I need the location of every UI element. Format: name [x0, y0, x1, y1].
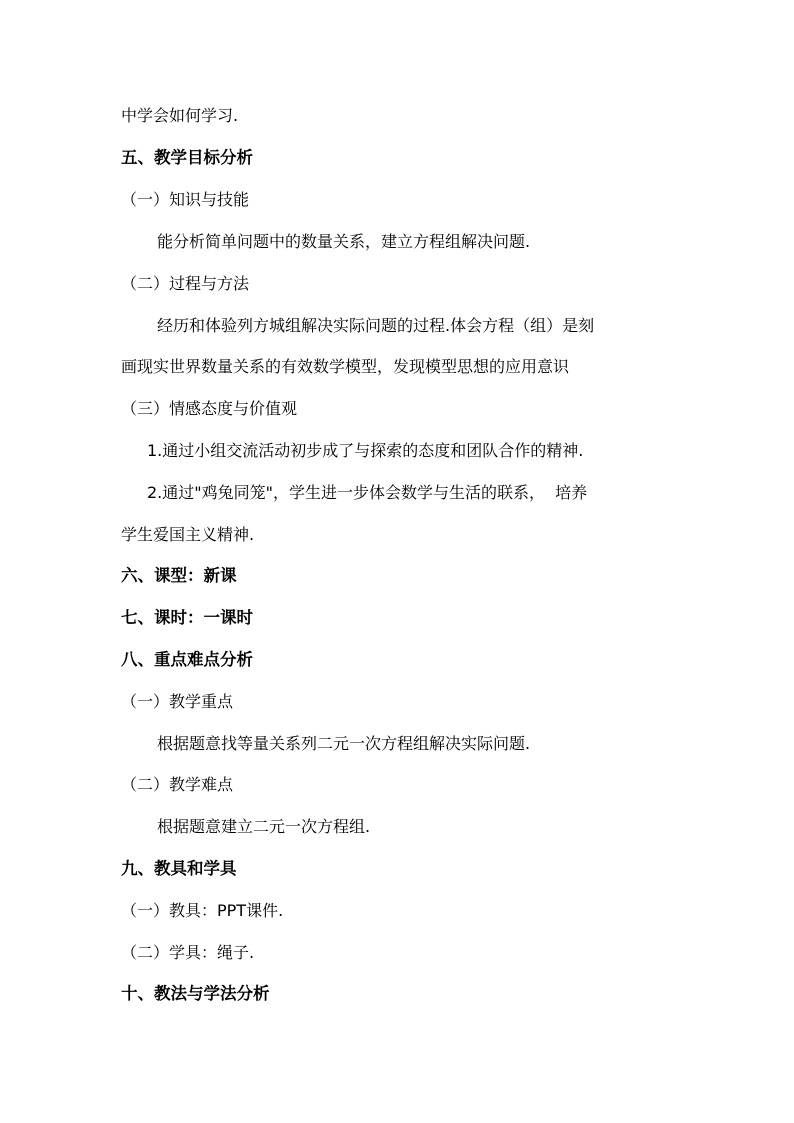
- subheading-emotion-attitude-values: （三）情感态度与价值观: [121, 399, 298, 418]
- subheading-difficult-points: （二）教学难点: [121, 775, 234, 794]
- paragraph-line: 经历和体验列方城组解决实际问题的过程.体会方程（组）是刻: [157, 316, 595, 335]
- section-heading-class-hours: 七、课时：一课时: [121, 608, 253, 627]
- subheading-knowledge-skills: （一）知识与技能: [121, 190, 250, 209]
- list-item-teaching-aid: （一）教具：PPT课件.: [121, 901, 284, 920]
- subheading-key-points: （一）教学重点: [121, 692, 234, 711]
- section-heading-teaching-aids: 九、教具和学具: [121, 859, 237, 878]
- numbered-item-1: 1.通过小组交流活动初步成了与探索的态度和团队合作的精神.: [147, 441, 584, 460]
- list-item-learning-aid: （二）学具：绳子.: [121, 943, 255, 962]
- paragraph-line: 学生爱国主义精神.: [121, 525, 255, 544]
- paragraph-line: 根据题意建立二元一次方程组.: [157, 817, 371, 836]
- section-heading-key-difficult-points: 八、重点难点分析: [121, 650, 253, 669]
- section-heading-teaching-objectives: 五、教学目标分析: [121, 148, 253, 167]
- paragraph-line: 根据题意找等量关系列二元一次方程组解决实际问题.: [157, 734, 531, 753]
- numbered-item-2: 2.通过"鸡兔同笼"，学生进一步体会数学与生活的联系， 培养: [147, 483, 588, 502]
- section-heading-teaching-learning-methods: 十、教法与学法分析: [121, 984, 270, 1003]
- subheading-process-methods: （二）过程与方法: [121, 274, 250, 293]
- paragraph-line: 中学会如何学习.: [121, 106, 239, 125]
- paragraph-line: 能分析简单问题中的数量关系，建立方程组解决问题.: [157, 232, 531, 251]
- section-heading-lesson-type: 六、课型：新课: [121, 566, 237, 585]
- paragraph-line: 画现实世界数量关系的有效数学模型，发现模型思想的应用意识: [121, 357, 570, 376]
